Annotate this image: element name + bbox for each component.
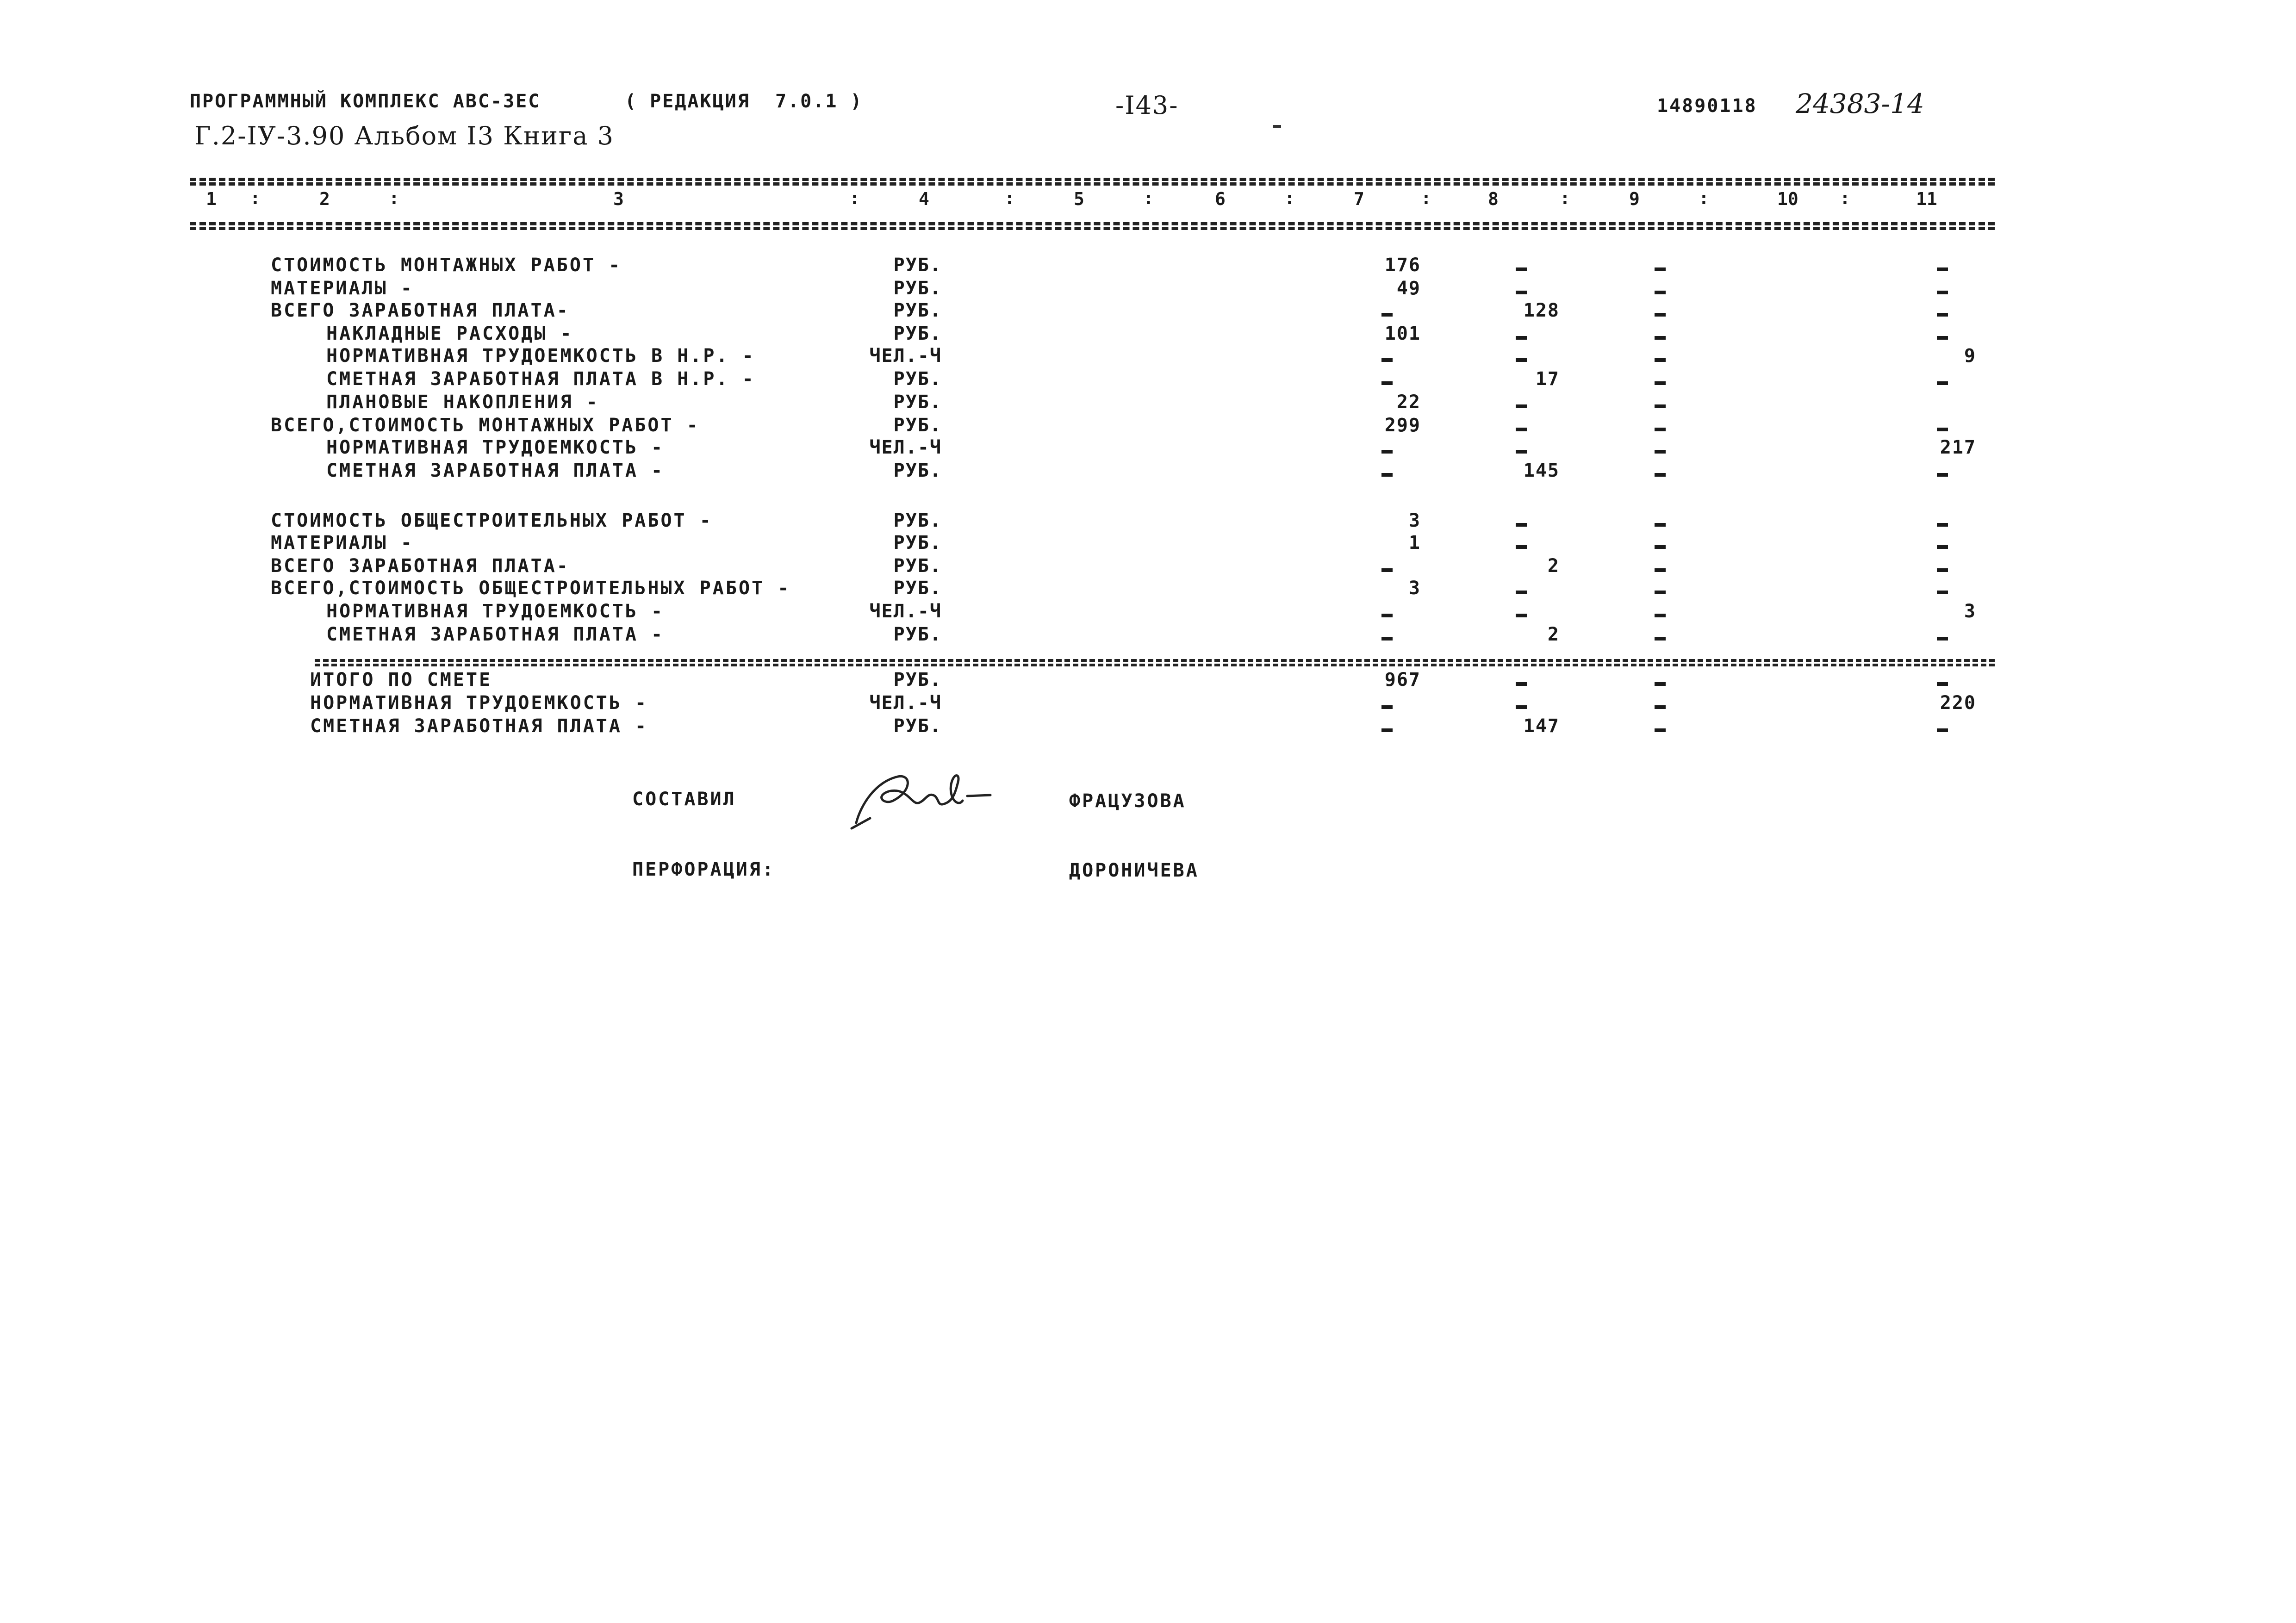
table-row-15-unit: РУБ. bbox=[893, 624, 942, 645]
table-row-8-c9-dash bbox=[1655, 450, 1666, 454]
totals-row-2-c8-value: 147 bbox=[1523, 715, 1560, 737]
table-row-12-c11-dash bbox=[1937, 568, 1948, 572]
totals-row-2-unit: РУБ. bbox=[893, 715, 942, 737]
table-row-9-c8-value: 145 bbox=[1523, 460, 1560, 481]
column-separator: : bbox=[389, 188, 399, 208]
column-header-6: 6 bbox=[1215, 189, 1226, 209]
table-row-0-unit: РУБ. bbox=[893, 255, 942, 276]
signature-image bbox=[842, 764, 995, 833]
table-row-11-c7-value: 1 bbox=[1408, 532, 1421, 553]
table-row-14-c8-dash bbox=[1516, 614, 1527, 617]
table-row-2-label: ВСЕГО ЗАРАБОТНАЯ ПЛАТА- bbox=[271, 300, 570, 321]
totals-rule bbox=[315, 659, 1995, 662]
table-row-6-unit: РУБ. bbox=[893, 392, 942, 413]
table-row-12-c8-value: 2 bbox=[1547, 555, 1560, 577]
header-rule-top-2 bbox=[190, 182, 1995, 186]
table-row-15-label: СМЕТНАЯ ЗАРАБОТНАЯ ПЛАТА - bbox=[326, 624, 665, 645]
table-row-4-unit: ЧЕЛ.-Ч bbox=[869, 345, 942, 367]
table-row-4-c11-value: 9 bbox=[1964, 345, 1976, 367]
document-subtitle: Г.2-IУ-3.90 Альбом I3 Книга 3 bbox=[194, 121, 614, 150]
document-code-handwritten: 24383-14 bbox=[1796, 88, 1924, 119]
totals-row-1-c8-dash bbox=[1516, 705, 1527, 709]
table-row-5-unit: РУБ. bbox=[893, 368, 942, 390]
table-row-5-c7-dash bbox=[1381, 381, 1393, 385]
table-row-0-c11-dash bbox=[1937, 267, 1948, 271]
table-row-8-c11-value: 217 bbox=[1940, 437, 1976, 458]
table-row-0-c8-dash bbox=[1516, 267, 1527, 271]
table-row-4-c9-dash bbox=[1655, 358, 1666, 362]
table-row-0-c9-dash bbox=[1655, 267, 1666, 271]
totals-row-1-c11-value: 220 bbox=[1940, 692, 1976, 714]
table-row-4-c8-dash bbox=[1516, 358, 1527, 362]
table-row-15-c8-value: 2 bbox=[1547, 624, 1560, 645]
table-row-15-c11-dash bbox=[1937, 637, 1948, 640]
table-row-7-c9-dash bbox=[1655, 428, 1666, 431]
totals-row-0-c7-value: 967 bbox=[1384, 669, 1421, 690]
table-row-1-unit: РУБ. bbox=[893, 278, 942, 299]
table-row-2-c8-value: 128 bbox=[1523, 300, 1560, 321]
table-row-10-unit: РУБ. bbox=[893, 510, 942, 531]
table-row-13-label: ВСЕГО,СТОИМОСТЬ ОБЩЕСТРОИТЕЛЬНЫХ РАБОТ - bbox=[271, 578, 791, 599]
table-row-12-label: ВСЕГО ЗАРАБОТНАЯ ПЛАТА- bbox=[271, 555, 570, 577]
column-separator: : bbox=[250, 188, 261, 208]
column-separator: : bbox=[1143, 188, 1154, 208]
table-row-11-label: МАТЕРИАЛЫ - bbox=[271, 532, 414, 553]
table-row-9-label: СМЕТНАЯ ЗАРАБОТНАЯ ПЛАТА - bbox=[326, 460, 665, 481]
column-header-8: 8 bbox=[1488, 189, 1499, 209]
table-row-8-c8-dash bbox=[1516, 450, 1527, 454]
table-row-8-unit: ЧЕЛ.-Ч bbox=[869, 437, 942, 458]
table-row-8-label: НОРМАТИВНАЯ ТРУДОЕМКОСТЬ - bbox=[326, 437, 665, 458]
column-separator: : bbox=[1004, 188, 1015, 208]
table-row-10-label: СТОИМОСТЬ ОБЩЕСТРОИТЕЛЬНЫХ РАБОТ - bbox=[271, 510, 713, 531]
table-row-11-unit: РУБ. bbox=[893, 532, 942, 553]
column-header-2: 2 bbox=[319, 189, 330, 209]
table-row-3-c11-dash bbox=[1937, 336, 1948, 340]
totals-row-2-c9-dash bbox=[1655, 728, 1666, 732]
table-row-2-c7-dash bbox=[1381, 313, 1393, 317]
header-rule-top bbox=[190, 178, 1995, 181]
table-row-14-unit: ЧЕЛ.-Ч bbox=[869, 601, 942, 622]
header-rule-bottom-2 bbox=[190, 227, 1995, 230]
table-row-12-c9-dash bbox=[1655, 568, 1666, 572]
page-number: -I43- bbox=[1115, 91, 1179, 120]
totals-row-0-c9-dash bbox=[1655, 682, 1666, 686]
table-row-13-unit: РУБ. bbox=[893, 578, 942, 599]
document-code: 14890118 bbox=[1657, 95, 1757, 117]
compiled-label: СОСТАВИЛ bbox=[632, 789, 736, 810]
table-row-6-c7-value: 22 bbox=[1396, 392, 1421, 413]
column-separator: : bbox=[849, 188, 860, 208]
table-row-15-c9-dash bbox=[1655, 637, 1666, 640]
table-row-6-c8-dash bbox=[1516, 404, 1527, 408]
table-row-7-c11-dash bbox=[1937, 428, 1948, 431]
table-row-6-label: ПЛАНОВЫЕ НАКОПЛЕНИЯ - bbox=[326, 392, 599, 413]
edition-label: ( РЕДАКЦИЯ 7.0.1 ) bbox=[625, 91, 863, 112]
table-row-11-c9-dash bbox=[1655, 545, 1666, 549]
table-row-2-unit: РУБ. bbox=[893, 300, 942, 321]
table-row-3-c8-dash bbox=[1516, 336, 1527, 340]
perforation-label: ПЕРФОРАЦИЯ: bbox=[632, 859, 775, 880]
table-row-1-c7-value: 49 bbox=[1396, 278, 1421, 299]
column-separator: : bbox=[1421, 188, 1431, 208]
table-row-10-c7-value: 3 bbox=[1408, 510, 1421, 531]
table-row-9-c7-dash bbox=[1381, 473, 1393, 477]
table-row-6-c9-dash bbox=[1655, 404, 1666, 408]
totals-row-0-c11-dash bbox=[1937, 682, 1948, 686]
totals-row-2-c11-dash bbox=[1937, 728, 1948, 732]
column-header-11: 11 bbox=[1916, 189, 1937, 209]
table-row-5-c11-dash bbox=[1937, 381, 1948, 385]
totals-rule-2 bbox=[315, 664, 1995, 666]
totals-row-2-label: СМЕТНАЯ ЗАРАБОТНАЯ ПЛАТА - bbox=[310, 715, 648, 737]
column-separator: : bbox=[1840, 188, 1850, 208]
table-row-5-label: СМЕТНАЯ ЗАРАБОТНАЯ ПЛАТА В Н.Р. - bbox=[326, 368, 755, 390]
table-row-10-c8-dash bbox=[1516, 523, 1527, 527]
table-row-1-c11-dash bbox=[1937, 291, 1948, 294]
totals-row-1-c9-dash bbox=[1655, 705, 1666, 709]
column-header-10: 10 bbox=[1777, 189, 1798, 209]
table-row-7-c8-dash bbox=[1516, 428, 1527, 431]
column-separator: : bbox=[1560, 188, 1570, 208]
table-row-9-c9-dash bbox=[1655, 473, 1666, 477]
program-title: ПРОГРАММНЫЙ КОМПЛЕКС АВС-ЗЕС bbox=[190, 91, 541, 112]
table-row-3-c9-dash bbox=[1655, 336, 1666, 340]
table-row-10-c9-dash bbox=[1655, 523, 1666, 527]
perforation-name: ДОРОНИЧЕВА bbox=[1069, 860, 1199, 881]
table-row-5-c8-value: 17 bbox=[1535, 368, 1560, 390]
table-row-5-c9-dash bbox=[1655, 381, 1666, 385]
table-row-0-c7-value: 176 bbox=[1384, 255, 1421, 276]
column-separator: : bbox=[1284, 188, 1295, 208]
table-row-10-c11-dash bbox=[1937, 523, 1948, 527]
column-header-3: 3 bbox=[613, 189, 624, 209]
totals-row-0-c8-dash bbox=[1516, 682, 1527, 686]
table-row-7-c7-value: 299 bbox=[1384, 415, 1421, 436]
column-header-5: 5 bbox=[1074, 189, 1084, 209]
table-row-7-unit: РУБ. bbox=[893, 415, 942, 436]
column-header-1: 1 bbox=[206, 189, 217, 209]
totals-row-2-c7-dash bbox=[1381, 728, 1393, 732]
table-row-2-c11-dash bbox=[1937, 313, 1948, 317]
table-row-1-c8-dash bbox=[1516, 291, 1527, 294]
table-row-14-c9-dash bbox=[1655, 614, 1666, 617]
table-row-3-unit: РУБ. bbox=[893, 323, 942, 344]
table-row-14-c11-value: 3 bbox=[1964, 601, 1976, 622]
totals-row-0-label: ИТОГО ПО СМЕТЕ bbox=[310, 669, 492, 690]
column-header-4: 4 bbox=[919, 189, 929, 209]
table-row-1-c9-dash bbox=[1655, 291, 1666, 294]
table-row-2-c9-dash bbox=[1655, 313, 1666, 317]
stray-mark bbox=[1273, 125, 1281, 128]
table-row-9-unit: РУБ. bbox=[893, 460, 942, 481]
table-row-14-c7-dash bbox=[1381, 614, 1393, 617]
header-rule-bottom bbox=[190, 222, 1995, 225]
table-row-13-c8-dash bbox=[1516, 591, 1527, 594]
table-row-9-c11-dash bbox=[1937, 473, 1948, 477]
table-row-8-c7-dash bbox=[1381, 450, 1393, 454]
column-separator: : bbox=[1699, 188, 1709, 208]
table-row-13-c11-dash bbox=[1937, 591, 1948, 594]
table-row-4-c7-dash bbox=[1381, 358, 1393, 362]
table-row-7-label: ВСЕГО,СТОИМОСТЬ МОНТАЖНЫХ РАБОТ - bbox=[271, 415, 700, 436]
table-row-0-label: СТОИМОСТЬ МОНТАЖНЫХ РАБОТ - bbox=[271, 255, 622, 276]
table-row-1-label: МАТЕРИАЛЫ - bbox=[271, 278, 414, 299]
totals-row-0-unit: РУБ. bbox=[893, 669, 942, 690]
table-row-4-label: НОРМАТИВНАЯ ТРУДОЕМКОСТЬ В Н.Р. - bbox=[326, 345, 755, 367]
compiled-name: ФРАЦУЗОВА bbox=[1069, 790, 1186, 812]
table-row-13-c9-dash bbox=[1655, 591, 1666, 594]
totals-row-1-label: НОРМАТИВНАЯ ТРУДОЕМКОСТЬ - bbox=[310, 692, 648, 714]
column-header-9: 9 bbox=[1629, 189, 1640, 209]
totals-row-1-unit: ЧЕЛ.-Ч bbox=[869, 692, 942, 714]
table-row-14-label: НОРМАТИВНАЯ ТРУДОЕМКОСТЬ - bbox=[326, 601, 665, 622]
totals-row-1-c7-dash bbox=[1381, 705, 1393, 709]
table-row-12-unit: РУБ. bbox=[893, 555, 942, 577]
table-row-3-label: НАКЛАДНЫЕ РАСХОДЫ - bbox=[326, 323, 573, 344]
table-row-3-c7-value: 101 bbox=[1384, 323, 1421, 344]
table-row-12-c7-dash bbox=[1381, 568, 1393, 572]
table-row-11-c11-dash bbox=[1937, 545, 1948, 549]
table-row-15-c7-dash bbox=[1381, 637, 1393, 640]
table-row-13-c7-value: 3 bbox=[1408, 578, 1421, 599]
table-row-11-c8-dash bbox=[1516, 545, 1527, 549]
column-header-7: 7 bbox=[1354, 189, 1364, 209]
